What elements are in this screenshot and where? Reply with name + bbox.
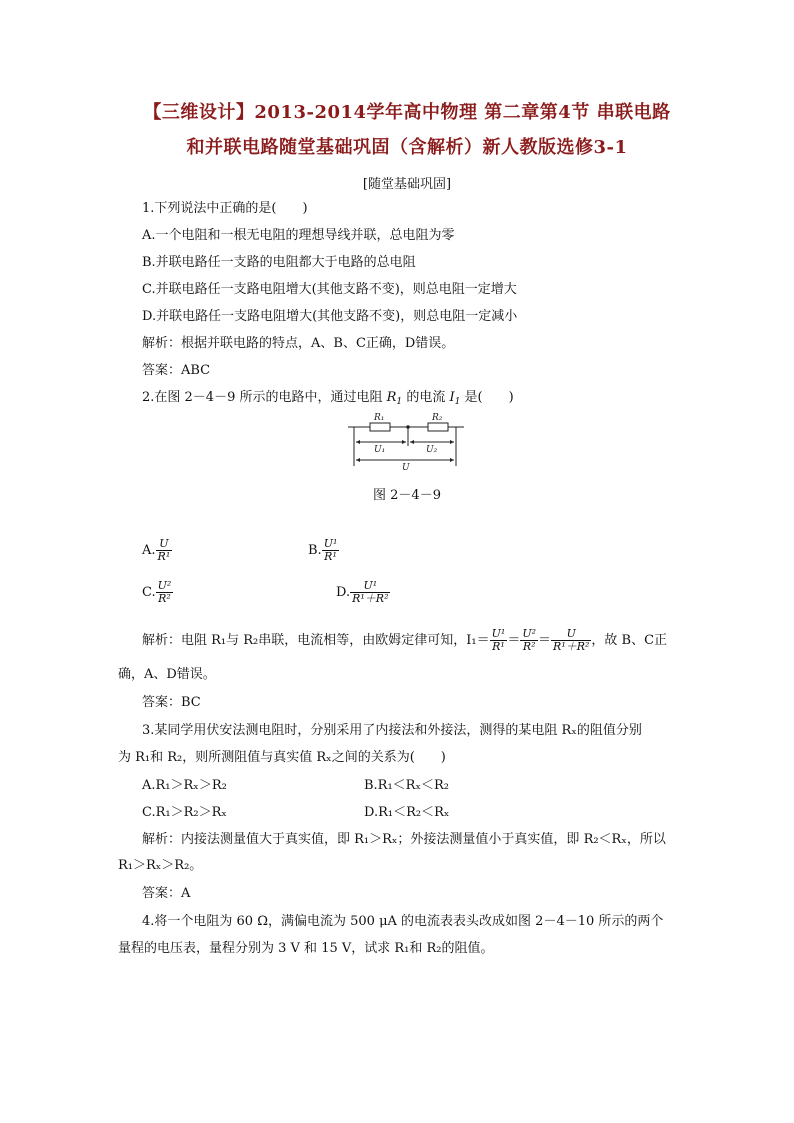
numerator: U — [159, 537, 169, 550]
q3-option-d: D.R₁＜R₂＜Rₓ — [364, 805, 450, 820]
q2-stem-r-sub: 1 — [396, 397, 403, 407]
q2-option-c — [142, 580, 173, 605]
denominator: R¹ — [490, 640, 508, 653]
equals-sign: ＝ — [538, 633, 552, 648]
q1-option-a: A.一个电阻和一根无电阻的理想导线并联，总电阻为零 — [142, 228, 455, 243]
q3-answer: 答案：A — [142, 886, 191, 901]
fraction — [350, 580, 390, 605]
q1-answer: 答案：ABC — [142, 363, 211, 378]
arrowhead — [356, 440, 360, 444]
option-label: D. — [336, 585, 351, 600]
analysis-text: ，故 B、C正 — [591, 633, 668, 648]
arrowhead — [450, 440, 454, 444]
q1-option-c: C.并联电路任一支路电阻增大(其他支路不变)，则总电阻一定增大 — [142, 282, 517, 297]
fraction — [520, 628, 538, 653]
q2-stem-i-sub: 1 — [454, 397, 461, 407]
numerator: U¹ — [323, 537, 338, 550]
denominator: R¹ — [157, 550, 171, 563]
document-title-line2: 和并联电路随堂基础巩固（含解析）新人教版选修3-1 — [186, 137, 628, 158]
fraction — [551, 628, 591, 653]
section-heading: [随堂基础巩固] — [362, 177, 452, 192]
label-u1: U₁ — [374, 445, 386, 455]
fraction — [156, 538, 173, 563]
q3-stem-line1: 3.某同学用伏安法测电阻时，分别采用了内接法和外接法，测得的某电阻 Rₓ的阻值分别 — [142, 723, 642, 738]
label-u: U — [402, 463, 410, 472]
q2-option-a — [142, 538, 172, 563]
q2-stem-r: R — [386, 390, 397, 405]
q2-stem — [142, 390, 514, 410]
numerator: U² — [157, 579, 172, 592]
q1-option-d: D.并联电路任一支路电阻增大(其他支路不变)，则总电阻一定减小 — [142, 309, 518, 324]
q4-stem-line2: 量程的电压表，量程分别为 3 V 和 15 V，试求 R₁和 R₂的阻值。 — [118, 941, 494, 956]
denominator: R² — [156, 592, 174, 605]
q3-stem-line2: 为 R₁和 R₂，则所测阻值与真实值 Rₓ之间的关系为( ) — [118, 750, 446, 765]
numerator: U² — [522, 627, 537, 640]
q2-stem-part-a: 2.在图 2－4－9 所示的电路中，通过电阻 — [142, 390, 387, 405]
numerator: U¹ — [363, 579, 378, 592]
option-label: B. — [308, 543, 322, 558]
q1-option-b: B.并联电路任一支路的电阻都大于电路的总电阻 — [142, 255, 416, 270]
arrowhead — [410, 440, 414, 444]
resistor-r2-shape — [428, 423, 448, 431]
fraction — [322, 538, 340, 563]
q3-option-c: C.R₁＞R₂＞Rₓ — [142, 805, 227, 820]
arrowhead — [402, 440, 406, 444]
denominator: R¹ — [322, 550, 340, 563]
q2-stem-part-c: 是( ) — [460, 390, 514, 405]
denominator: R¹＋R² — [352, 592, 389, 605]
option-label: A. — [142, 543, 156, 558]
option-label: C. — [142, 585, 156, 600]
fraction — [156, 580, 174, 605]
q3-analysis-line1: 解析：内接法测量值大于真实值，即 R₁＞Rₓ；外接法测量值小于真实值，即 R₂＜Rₓ，所以 — [142, 832, 666, 847]
q2-answer: 答案：BC — [142, 695, 201, 710]
arrowhead — [356, 458, 360, 462]
label-r1: R₁ — [374, 413, 385, 423]
q2-stem-i: I — [449, 390, 455, 405]
arrowhead — [450, 458, 454, 462]
document-title-line1: 【三维设计】2013-2014学年高中物理 第二章第4节 串联电路 — [143, 102, 671, 123]
denominator: R² — [520, 640, 538, 653]
numerator: U¹ — [491, 627, 506, 640]
q2-stem-part-b: 的电流 — [402, 390, 450, 405]
q4-stem-line1: 4.将一个电阻为 60 Ω，满偏电流为 500 μA 的电流表表头改成如图 2－4－10 所示的两个 — [142, 914, 664, 929]
equals-sign: ＝ — [507, 633, 521, 648]
q3-option-b: B.R₁＜Rₓ＜R₂ — [364, 778, 449, 793]
label-r2: R₂ — [432, 413, 443, 423]
q1-analysis: 解析：根据并联电路的特点，A、B、C正确，D错误。 — [142, 336, 455, 351]
fraction — [490, 628, 508, 653]
q3-option-a: A.R₁＞Rₓ＞R₂ — [142, 778, 227, 793]
q2-option-b — [308, 538, 339, 563]
denominator: R¹＋R² — [553, 640, 590, 653]
label-u2: U₂ — [426, 445, 438, 455]
q3-analysis-line2: R₁＞Rₓ＞R₂。 — [118, 858, 203, 873]
q2-analysis-cont: 确，A、D错误。 — [118, 667, 216, 682]
resistor-r1-shape — [370, 423, 390, 431]
analysis-text: 解析：电阻 R₁与 R₂串联，电流相等，由欧姆定律可知，I₁＝ — [142, 633, 490, 648]
numerator: U — [566, 627, 576, 640]
q2-option-d — [336, 580, 390, 605]
q2-analysis — [142, 628, 667, 654]
junction-dot — [406, 425, 410, 429]
figure-caption: 图 2－4－9 — [373, 488, 441, 503]
q1-stem: 1.下列说法中正确的是( ) — [142, 201, 308, 216]
circuit-diagram — [346, 410, 466, 472]
